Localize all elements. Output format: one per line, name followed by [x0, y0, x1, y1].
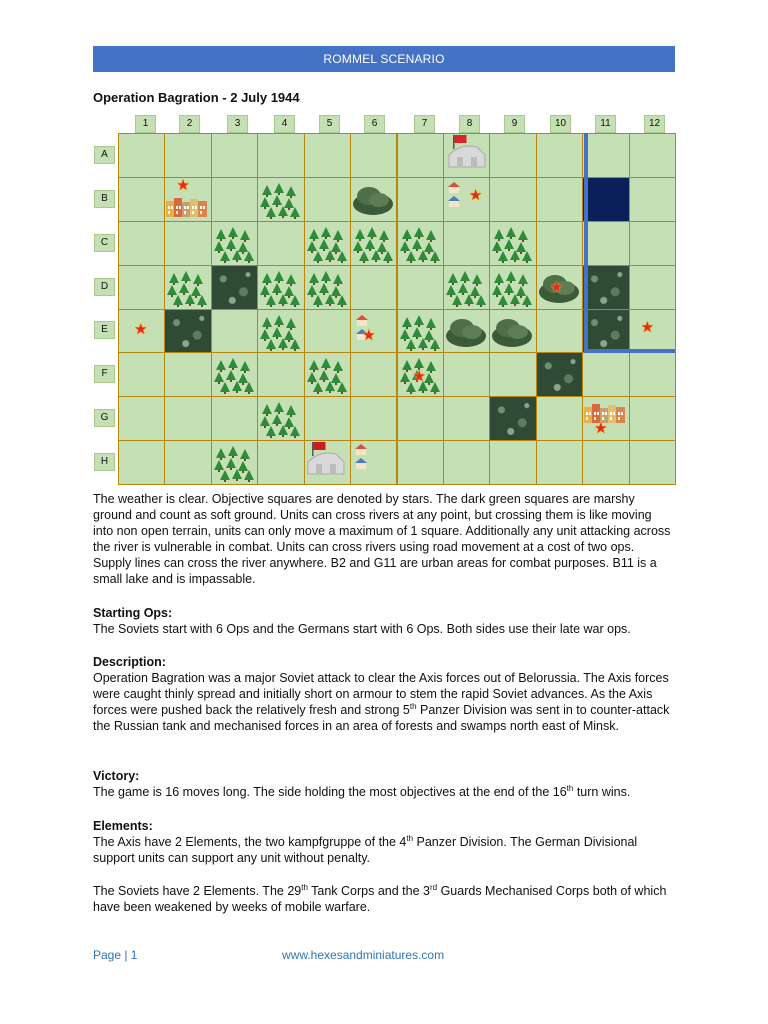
map-square-G12[interactable]: [629, 396, 676, 441]
map-square-D6[interactable]: [350, 265, 397, 310]
map-square-A10[interactable]: [536, 133, 583, 178]
forest-icon-C9: [491, 223, 535, 268]
objective-star-icon-E1: ★: [134, 320, 148, 338]
map-square-B1[interactable]: [118, 177, 165, 222]
map-square-A3[interactable]: [211, 133, 258, 178]
map-square-H7[interactable]: [397, 440, 444, 485]
map-square-H8[interactable]: [443, 440, 490, 485]
soviet-hq-icon-A8: [447, 135, 487, 174]
map-square-G3[interactable]: [211, 396, 258, 441]
forest-icon-D9: [491, 267, 535, 312]
victory-text: The game is 16 moves long. The side holding the most objectives at the end of the 16th turn wins.: [93, 783, 631, 799]
description-heading: Description:: [93, 655, 166, 669]
marsh-square-E2[interactable]: [164, 309, 211, 354]
forest-icon-D4: [259, 267, 303, 312]
column-header-10: 10: [550, 115, 571, 133]
map-square-E3[interactable]: [211, 309, 258, 354]
forest-icon-E4: [259, 311, 303, 356]
row-header-G: G: [94, 409, 115, 427]
objective-star-icon-E6: ★: [362, 326, 376, 344]
forest-icon-C5: [306, 223, 350, 268]
map-square-F6[interactable]: [350, 352, 397, 397]
row-header-D: D: [94, 278, 115, 296]
map-square-B5[interactable]: [304, 177, 351, 222]
column-header-6: 6: [364, 115, 385, 133]
village-icon-H6: [353, 443, 383, 476]
row-header-E: E: [94, 321, 115, 339]
map-square-A2[interactable]: [164, 133, 211, 178]
hill-icon-E8: [444, 314, 488, 353]
forest-icon-F5: [306, 354, 350, 399]
row-header-F: F: [94, 365, 115, 383]
map-square-G5[interactable]: [304, 396, 351, 441]
objective-star-icon-E12: ★: [640, 318, 655, 336]
map-square-A12[interactable]: [629, 133, 676, 178]
map-square-B12[interactable]: [629, 177, 676, 222]
objective-star-icon-B2: ★: [176, 176, 190, 194]
map-square-G1[interactable]: [118, 396, 165, 441]
elements-section: [93, 818, 675, 866]
forest-icon-B4: [259, 179, 303, 224]
forest-icon-E7: [399, 311, 443, 356]
map-square-F2[interactable]: [164, 352, 211, 397]
map-square-A9[interactable]: [489, 133, 536, 178]
map-square-A4[interactable]: [257, 133, 304, 178]
column-header-1: 1: [135, 115, 156, 133]
map-square-E10[interactable]: [536, 309, 583, 354]
row-header-A: A: [94, 146, 115, 164]
column-header-4: 4: [274, 115, 295, 133]
map-square-A6[interactable]: [350, 133, 397, 178]
map-square-D1[interactable]: [118, 265, 165, 310]
forest-icon-D2: [166, 267, 210, 312]
victory-section: [93, 768, 675, 800]
map-square-H1[interactable]: [118, 440, 165, 485]
scenario-banner: ROMMEL SCENARIO: [93, 46, 675, 72]
column-header-12: 12: [644, 115, 665, 133]
map-square-G7[interactable]: [397, 396, 444, 441]
forest-icon-H3: [213, 442, 257, 487]
website-link[interactable]: www.hexesandminiatures.com: [282, 948, 445, 962]
river-horizontal: [584, 349, 675, 353]
map-square-H9[interactable]: [489, 440, 536, 485]
column-header-5: 5: [319, 115, 340, 133]
objective-star-icon-B8: ★: [468, 186, 483, 204]
map-square-C11[interactable]: [582, 221, 629, 266]
map-square-A11[interactable]: [582, 133, 629, 178]
description-text: Operation Bagration was a major Soviet attack to clear the Axis forces out of Belorussia. The Axis forces were caught thinly spread and initially short on armour to stem the rapid Soviet advances. As the Axis forces were pushed back the relatively fresh and strong 5th Panzer Division was sent in to counter-attack the Russian tank and mechanised forces in an area of forests and swamps north east of Minsk.: [93, 671, 670, 733]
elements-heading: Elements:: [93, 819, 153, 833]
soviet-elements-text: The Soviets have 2 Elements. The 29th Tank Corps and the 3rd Guards Mechanised Corps both of which have been weakened by weeks of mobile warfare.: [93, 882, 667, 914]
map-square-C8[interactable]: [443, 221, 490, 266]
map-square-F4[interactable]: [257, 352, 304, 397]
map-square-A7[interactable]: [397, 133, 444, 178]
map-square-G8[interactable]: [443, 396, 490, 441]
row-header-C: C: [94, 234, 115, 252]
lake-square-B11[interactable]: [582, 177, 629, 222]
column-header-11: 11: [595, 115, 616, 133]
column-header-9: 9: [504, 115, 525, 133]
map-square-C4[interactable]: [257, 221, 304, 266]
forest-icon-C7: [399, 223, 443, 268]
victory-heading: Victory:: [93, 769, 140, 783]
marsh-square-D3[interactable]: [211, 265, 258, 310]
map-square-G2[interactable]: [164, 396, 211, 441]
starting-ops-heading: Starting Ops:: [93, 606, 173, 620]
map-square-A1[interactable]: [118, 133, 165, 178]
map-square-F1[interactable]: [118, 352, 165, 397]
map-square-C2[interactable]: [164, 221, 211, 266]
map-square-E5[interactable]: [304, 309, 351, 354]
map-square-H12[interactable]: [629, 440, 676, 485]
game-map-grid: [118, 133, 675, 484]
marsh-square-D11[interactable]: [582, 265, 629, 310]
river-vertical: [584, 133, 588, 352]
hill-icon-E9: [490, 314, 534, 353]
marsh-square-F10[interactable]: [536, 352, 583, 397]
weather-paragraph: The weather is clear. Objective squares are denoted by stars. The dark green squares are marshy ground and count as soft ground. Units can cross rivers at any point, but crossing them is like moving into non open terrain, units can only move a maximum of 1 square. Additionally any unit attacking across the river is vulnerable in combat. Units can cross rivers using road movement at a cost of two ops. Supply lines can cross the river anywhere. B2 and G11 are urban areas for combat purposes. B11 is a small lake and is impassable.: [93, 492, 671, 586]
map-square-D7[interactable]: [397, 265, 444, 310]
marsh-square-G9[interactable]: [489, 396, 536, 441]
marsh-square-E11[interactable]: [582, 309, 629, 354]
objective-star-icon-G11: ★: [594, 420, 608, 438]
page-number: Page | 1: [93, 948, 138, 962]
map-square-F12[interactable]: [629, 352, 676, 397]
map-square-G6[interactable]: [350, 396, 397, 441]
axis-elements-text: The Axis have 2 Elements, the two kampfgruppe of the 4th Panzer Division. The German Divisional support units can support any unit without penalty.: [93, 833, 638, 865]
map-square-C1[interactable]: [118, 221, 165, 266]
column-header-7: 7: [414, 115, 435, 133]
forest-icon-C3: [213, 223, 257, 268]
forest-icon-C6: [352, 223, 396, 268]
forest-icon-G4: [259, 398, 303, 443]
map-square-H10[interactable]: [536, 440, 583, 485]
map-square-B7[interactable]: [397, 177, 444, 222]
map-square-D12[interactable]: [629, 265, 676, 310]
starting-ops-text: The Soviets start with 6 Ops and the Germans start with 6 Ops. Both sides use their late war ops.: [93, 622, 631, 636]
objective-star-icon-D10: ★: [549, 278, 564, 296]
column-header-3: 3: [227, 115, 248, 133]
map-square-C12[interactable]: [629, 221, 676, 266]
forest-icon-D5: [306, 267, 350, 312]
map-square-G10[interactable]: [536, 396, 583, 441]
map-square-F11[interactable]: [582, 352, 629, 397]
map-square-B10[interactable]: [536, 177, 583, 222]
map-square-F9[interactable]: [489, 352, 536, 397]
forest-icon-F3: [213, 354, 257, 399]
german-hq-icon-H5: [306, 442, 346, 481]
map-square-C10[interactable]: [536, 221, 583, 266]
row-header-B: B: [94, 190, 115, 208]
map-square-F8[interactable]: [443, 352, 490, 397]
column-header-8: 8: [459, 115, 480, 133]
row-header-H: H: [94, 453, 115, 471]
scenario-title: Operation Bagration - 2 July 1944: [93, 90, 300, 105]
map-square-A5[interactable]: [304, 133, 351, 178]
hill-icon-B6: [351, 182, 395, 221]
map-square-H2[interactable]: [164, 440, 211, 485]
description-section: [93, 654, 675, 734]
map-square-B3[interactable]: [211, 177, 258, 222]
objective-star-icon-F7: ★: [412, 368, 426, 386]
map-square-H4[interactable]: [257, 440, 304, 485]
starting-ops-section: [93, 605, 675, 637]
map-square-B9[interactable]: [489, 177, 536, 222]
map-square-H11[interactable]: [582, 440, 629, 485]
forest-icon-D8: [445, 267, 489, 312]
town-icon-B2: [165, 193, 209, 224]
column-header-2: 2: [179, 115, 200, 133]
